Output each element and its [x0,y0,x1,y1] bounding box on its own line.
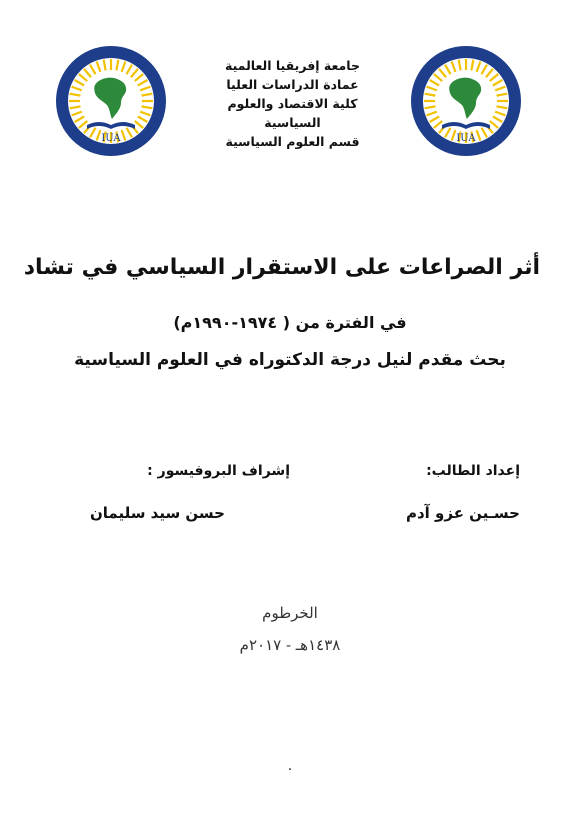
supervisor-name: حسن سيد سليمان [89,504,225,522]
student-label: إعداد الطالب: [426,463,520,479]
institution-header [205,56,380,151]
institution-line: قسم العلوم السياسية [225,134,360,149]
logo-iua-text-left: IUA [101,133,121,144]
logo-iua-text-right: IUA [456,133,476,144]
thesis-degree: بحث مقدم لنيل درجة الدكتوراه في العلوم السياسية [74,350,506,370]
supervisor-label: إشراف البروفيسور : [147,463,290,479]
institution-line: كلية الاقتصاد والعلوم [227,96,358,111]
institution-line: عمادة الدراسات العليا [226,77,359,92]
thesis-title: أثر الصراعات على الاستقرار السياسي في تشاد [23,255,540,280]
university-logo-left [55,45,167,157]
student-name: حسـين عزو آدم [405,504,520,522]
thesis-period: في الفترة من ( ١٩٧٤-١٩٩٠م) [173,313,407,332]
university-logo-right [410,45,522,157]
page-number: . [287,758,293,774]
institution-line: جامعة إفريقيا العالمية [225,58,360,73]
institution-line: السياسية [264,115,321,130]
city: الخرطوم [262,604,318,622]
date-line: ١٤٣٨هـ - ٢٠١٧م [239,636,341,654]
